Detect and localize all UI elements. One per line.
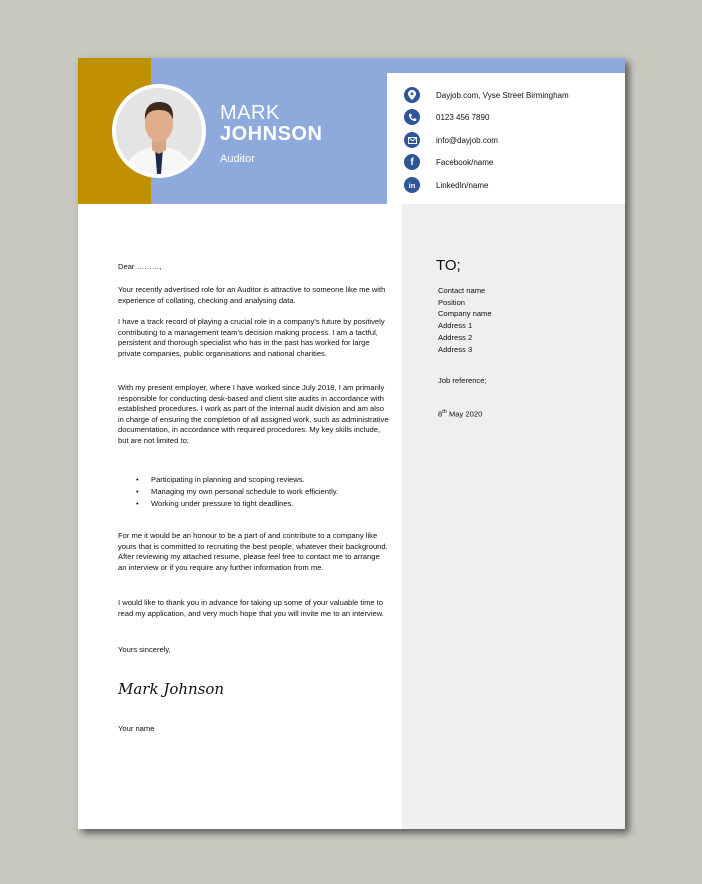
- handwritten-signature: Mark Johnson: [118, 680, 225, 698]
- job-reference: Job reference;: [438, 376, 487, 385]
- contact-row-linkedin: [404, 177, 489, 193]
- date-day: 8: [438, 409, 443, 419]
- contact-linkedin[interactable]: LinkedIn/name: [436, 180, 489, 190]
- date-month-year: May 2020: [446, 409, 483, 419]
- letter-signoff: Yours sincerely,: [118, 645, 171, 654]
- contact-phone: 0123 456 7890: [436, 112, 490, 122]
- contact-facebook[interactable]: Facebook/name: [436, 157, 494, 167]
- recipient-address-3: Address 3: [438, 344, 473, 354]
- phone-icon: [404, 109, 420, 125]
- skills-list: [136, 474, 390, 510]
- recipient-heading: TO;: [436, 257, 461, 274]
- person-portrait-icon: [116, 88, 202, 174]
- contact-row-email: [404, 132, 498, 148]
- profile-photo: [116, 88, 202, 174]
- profile-photo-frame: [112, 84, 206, 178]
- job-title: Auditor: [220, 153, 255, 165]
- list-item: • Managing my own personal schedule to work efficiently.: [136, 486, 390, 498]
- recipient-company-name: Company name: [438, 309, 492, 319]
- contact-row-phone: [404, 109, 490, 125]
- list-item: • Participating in planning and scoping reviews.: [136, 474, 390, 486]
- letter-greeting: Dear ………,: [118, 262, 162, 271]
- recipient-address-1: Address 1: [438, 321, 473, 331]
- list-item: • Working under pressure to tight deadlines.: [136, 498, 390, 510]
- last-name: JOHNSON: [220, 123, 323, 145]
- contact-email[interactable]: info@dayjob.com: [436, 135, 498, 145]
- letter-paragraph-4: For me it would be an honour to be a part of and contribute to a company like yours that is committed to recruiting the best people, whatever their background. After reviewing my attached resume, please feel free to contact me to arrange an interview or if you require any further information from me.: [118, 531, 388, 572]
- linkedin-icon: in: [404, 177, 420, 193]
- recipient-address-2: Address 2: [438, 332, 473, 342]
- letter-date: [438, 407, 482, 420]
- recipient-panel: [402, 204, 625, 829]
- first-name: MARK: [220, 102, 280, 124]
- contact-row-address: [404, 87, 569, 103]
- date-suffix: th: [442, 409, 447, 415]
- letter-paragraph-3: With my present employer, where I have worked since July 2018, I am primarily responsible for conducting desk-based and client site audits in accordance with established procedures. I work as part of the internal audit division and am also in charge of ensuring the completion of all assigned work, such as administrative documentation, in accordance with required procedures. My key skills include, but are not limited to;: [118, 383, 389, 445]
- letter-paragraph-1: Your recently advertised role for an Auditor is attractive to someone like me with experience of collating, checking and analysing data.: [118, 285, 386, 305]
- contact-address: Dayjob.com, Vyse Street Birmingham: [436, 90, 569, 100]
- contact-row-facebook: [404, 154, 494, 170]
- facebook-icon: f: [404, 154, 420, 170]
- location-pin-icon: [404, 87, 420, 103]
- recipient-address: [438, 285, 492, 355]
- your-name: Your name: [118, 724, 155, 733]
- cover-letter-page: [78, 58, 625, 829]
- recipient-contact-name: Contact name: [438, 286, 486, 295]
- email-icon: [404, 132, 420, 148]
- letter-paragraph-2: I have a track record of playing a crucial role in a company’s future by positively contributing to a management team’s decision making process. I am a tactful, persistent and thorough specialist who has in the past has worked for large private companies, public organisations and national charities.: [118, 317, 385, 358]
- letter-paragraph-5: I would like to thank you in advance for taking up some of your valuable time to read my application, and very much hope that you will invite me to an interview.: [118, 598, 384, 618]
- recipient-position: Position: [438, 297, 466, 307]
